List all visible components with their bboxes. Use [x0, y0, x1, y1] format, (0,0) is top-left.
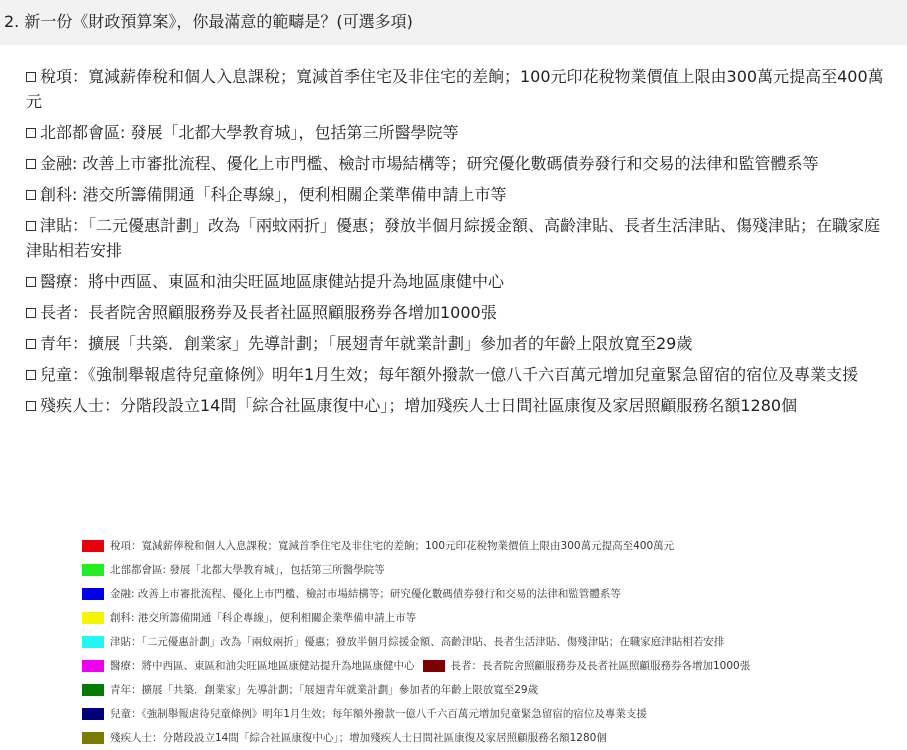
- legend-swatch: [82, 564, 104, 576]
- legend-swatch: [82, 636, 104, 648]
- chart-legend: [82, 534, 902, 750]
- legend-row: [82, 678, 902, 702]
- question-header: [0, 0, 907, 45]
- option-tax[interactable]: [26, 64, 894, 114]
- checkbox-icon[interactable]: [26, 190, 36, 200]
- legend-label: 北部都會區: 發展「北都大學教育城」，包括第三所醫學院等: [110, 564, 385, 576]
- legend-row: [82, 606, 902, 630]
- checkbox-icon[interactable]: [26, 401, 36, 411]
- checkbox-icon[interactable]: [26, 370, 36, 380]
- option-label: 殘疾人士：分階段設立14間「綜合社區康復中心」；增加殘疾人士日間社區康復及家居照顧服務名額1280個: [40, 396, 798, 415]
- legend-label: 創科: 港交所籌備開通「科企專線」，便利相關企業準備申請上市等: [110, 612, 417, 624]
- legend-row: [82, 654, 902, 678]
- legend-item: [82, 587, 621, 601]
- legend-swatch: [82, 708, 104, 720]
- option-innovation[interactable]: [26, 182, 894, 207]
- legend-item: [82, 539, 674, 553]
- legend-row: [82, 630, 902, 654]
- option-label: 創科: 港交所籌備開通「科企專線」，便利相關企業準備申請上市等: [40, 185, 507, 204]
- question-title: 2. 新一份《財政預算案》，你最滿意的範疇是？(可選多項): [4, 12, 413, 31]
- option-northern-metropolis[interactable]: [26, 120, 894, 145]
- legend-row: [82, 702, 902, 726]
- legend-label: 津貼：「二元優惠計劃」改為「兩蚊兩折」優惠；發放半個月綜援金額、高齡津貼、長者生活津貼、傷殘津貼；在職家庭津貼相若安排: [110, 636, 725, 648]
- legend-row: [82, 558, 902, 582]
- legend-item: [82, 659, 415, 673]
- checkbox-icon[interactable]: [26, 159, 36, 169]
- legend-row: [82, 726, 902, 750]
- checkbox-icon[interactable]: [26, 339, 36, 349]
- option-allowance[interactable]: [26, 213, 894, 263]
- legend-item: [423, 659, 751, 673]
- option-label: 津貼：「二元優惠計劃」改為「兩蚊兩折」優惠；發放半個月綜援金額、高齡津貼、長者生活津貼、傷殘津貼；在職家庭津貼相若安排: [26, 216, 881, 260]
- legend-item: [82, 683, 538, 697]
- option-medical[interactable]: [26, 269, 894, 294]
- legend-swatch: [82, 540, 104, 552]
- option-finance[interactable]: [26, 151, 894, 176]
- legend-swatch: [82, 612, 104, 624]
- options-list: [26, 64, 894, 424]
- legend-item: [82, 635, 724, 649]
- legend-label: 兒童：《強制舉報虐待兒童條例》明年1月生效；每年額外撥款一億八千六百萬元增加兒童緊急留宿的宿位及專業支援: [110, 708, 647, 720]
- option-label: 醫療：將中西區、東區和油尖旺區地區康健站提升為地區康健中心: [40, 272, 505, 291]
- checkbox-icon[interactable]: [26, 308, 36, 318]
- option-label: 兒童：《強制舉報虐待兒童條例》明年1月生效；每年額外撥款一億八千六百萬元增加兒童緊急留宿的宿位及專業支援: [40, 365, 859, 384]
- legend-row: [82, 534, 902, 558]
- option-label: 稅項：寬減薪俸稅和個人入息課稅；寬減首季住宅及非住宅的差餉；100元印花稅物業價值上限由300萬元提高至400萬元: [26, 67, 884, 111]
- legend-item: [82, 563, 385, 577]
- option-label: 北部都會區: 發展「北都大學教育城」，包括第三所醫學院等: [40, 123, 459, 142]
- legend-swatch: [423, 660, 445, 672]
- legend-row: [82, 582, 902, 606]
- option-label: 青年：擴展「共築．創業家」先導計劃；「展翅青年就業計劃」參加者的年齡上限放寬至29歲: [40, 334, 693, 353]
- legend-item: [82, 707, 647, 721]
- legend-item: [82, 611, 416, 625]
- option-elderly[interactable]: [26, 300, 894, 325]
- legend-label: 殘疾人士：分階段設立14間「綜合社區康復中心」；增加殘疾人士日間社區康復及家居照顧服務名額1280個: [110, 732, 607, 744]
- legend-label: 長者：長者院舍照顧服務券及長者社區照顧服務券各增加1000張: [450, 660, 751, 672]
- legend-label: 金融: 改善上市審批流程、優化上市門檻、檢討市場結構等；研究優化數碼債券發行和交易的法律和監管體系等: [110, 588, 621, 600]
- legend-swatch: [82, 684, 104, 696]
- option-disabled[interactable]: [26, 393, 894, 418]
- legend-label: 醫療：將中西區、東區和油尖旺區地區康健站提升為地區康健中心: [110, 660, 415, 672]
- legend-swatch: [82, 732, 104, 744]
- legend-label: 青年：擴展「共築．創業家」先導計劃；「展翅青年就業計劃」參加者的年齡上限放寬至29歲: [110, 684, 539, 696]
- legend-swatch: [82, 660, 104, 672]
- option-label: 長者：長者院舍照顧服務券及長者社區照顧服務券各增加1000張: [40, 303, 497, 322]
- option-label: 金融: 改善上市審批流程、優化上市門檻、檢討市場結構等；研究優化數碼債券發行和交易的法律和監管體系等: [40, 154, 819, 173]
- checkbox-icon[interactable]: [26, 72, 36, 82]
- checkbox-icon[interactable]: [26, 277, 36, 287]
- option-children[interactable]: [26, 362, 894, 387]
- legend-swatch: [82, 588, 104, 600]
- checkbox-icon[interactable]: [26, 128, 36, 138]
- legend-item: [82, 731, 607, 745]
- legend-label: 稅項：寬減薪俸稅和個人入息課稅；寬減首季住宅及非住宅的差餉；100元印花稅物業價值上限由300萬元提高至400萬元: [110, 540, 675, 552]
- checkbox-icon[interactable]: [26, 221, 36, 231]
- option-youth[interactable]: [26, 331, 894, 356]
